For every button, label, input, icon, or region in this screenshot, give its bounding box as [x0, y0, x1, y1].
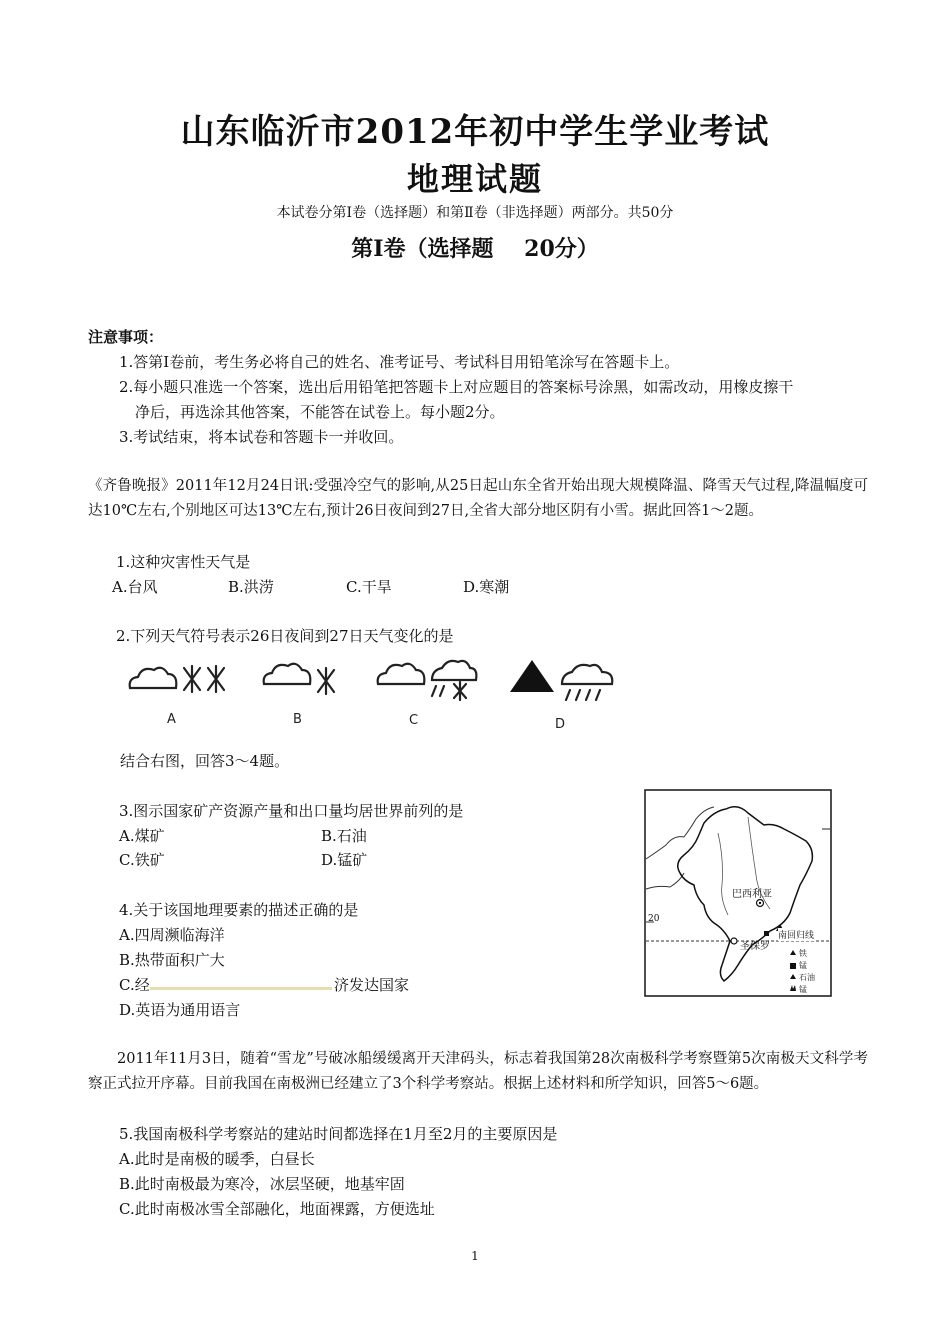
q3-option-c: C.铁矿 — [119, 851, 165, 869]
q3-option-a: A.煤矿 — [119, 827, 165, 845]
q5-option-b: B.此时南极最为寒冷，冰层坚硬，地基牢固 — [119, 1175, 405, 1193]
q2-label-a: A — [167, 712, 176, 727]
q2-label-c: C — [409, 713, 419, 728]
tropic-label: 南回归线 — [778, 928, 814, 941]
sleet-cloud-icon — [432, 661, 476, 680]
q2-stem: 2.下列天气符号表示26日夜间到27日天气变化的是 — [116, 627, 454, 645]
q3-option-d: D.锰矿 — [321, 851, 368, 869]
city-label: 圣保罗 — [740, 941, 770, 952]
note-item-3: 3.考试结束，将本试卷和答题卡一并收回。 — [119, 428, 404, 446]
haze-triangle-icon — [510, 660, 554, 692]
q1-option-d: D.寒潮 — [463, 578, 510, 596]
q5-stem: 5.我国南极科学考察站的建站时间都选择在1月至2月的主要原因是 — [119, 1125, 558, 1143]
legend-item-4: 锰 — [799, 985, 807, 994]
q4-stem: 4.关于该国地理要素的描述正确的是 — [119, 901, 359, 919]
q2-label-d: D — [555, 717, 566, 732]
page-number: 1 — [471, 1249, 479, 1263]
q1-option-a: A.台风 — [112, 578, 158, 596]
snowflake-icon — [208, 666, 224, 692]
notes-heading: 注意事项： — [88, 328, 164, 346]
passage-1: 《齐鲁晚报》2011年12月24日讯:受强冷空气的影响,从25日起山东全省开始出现大规模降温、降雪天气过程,降温幅度可达10℃左右,个别地区可达13℃左右,预计26日夜间到27日,全省大部分地区阴有小雪。据此回答1～2题。 — [88, 478, 868, 519]
q2-label-b: B — [293, 712, 302, 727]
brazil-map-figure — [644, 789, 832, 997]
exam-title: 山东临沂市2012年初中学生学业考试 — [180, 112, 770, 152]
q1-stem: 1.这种灾害性天气是 — [116, 553, 251, 571]
exam-subject-title: 地理试题 — [406, 160, 543, 198]
q4-option-c-end: 济发达国家 — [334, 976, 410, 994]
cloud-icon — [264, 664, 311, 684]
city-marker — [731, 938, 737, 944]
snowflake-icon — [318, 668, 334, 694]
legend-item-3: 石油 — [799, 973, 815, 982]
section-title: 第Ⅰ卷（选择题 20分） — [351, 236, 599, 262]
q1-option-b: B.洪涝 — [228, 578, 274, 596]
q4-option-c-start: C.经 — [119, 976, 150, 994]
snowflake-icon — [184, 666, 200, 692]
latitude-label: 20 — [648, 914, 660, 924]
note-item-1: 1.答第Ⅰ卷前，考生务必将自己的姓名、准考证号、考试科目用铅笔涂写在答题卡上。 — [119, 353, 680, 371]
legend-item-1: 铁 — [799, 949, 807, 958]
cloud-icon — [378, 664, 425, 684]
note-item-2-cont: 净后，再选涂其他答案，不能答在试卷上。每小题2分。 — [135, 403, 505, 421]
q3-stem: 3.图示国家矿产资源产量和出口量均居世界前列的是 — [119, 802, 464, 820]
obscured-text-bar — [150, 987, 332, 990]
note-item-2: 2.每小题只准选一个答案，选出后用铅笔把答题卡上对应题目的答案标号涂黑，如需改动，用橡皮擦干 — [119, 378, 794, 396]
passage-2: 2011年11月3日，随着“雪龙”号破冰船缓缓离开天津码头，标志着我国第28次南极科学考察暨第5次南极天文科学考察正式拉开序幕。目前我国在南极洲已经建立了3个科学考察站。根据上述材料和所学知识，回答5～6题。 — [88, 1051, 868, 1092]
q3-option-b: B.石油 — [321, 827, 367, 845]
q4-option-d: D.英语为通用语言 — [119, 1001, 241, 1019]
capital-label: 巴西利亚 — [732, 889, 772, 900]
q4-option-b: B.热带面积广大 — [119, 951, 225, 969]
q5-option-c: C.此时南极冰雪全部融化，地面裸露，方便选址 — [119, 1200, 435, 1218]
q1-option-c: C.干旱 — [346, 578, 392, 596]
map-intro: 结合右图，回答3～4题。 — [120, 752, 290, 770]
q4-option-a: A.四周濒临海洋 — [119, 926, 225, 944]
legend-item-2: 锰 — [799, 961, 807, 970]
q5-option-a: A.此时是南极的暖季，白昼长 — [119, 1150, 315, 1168]
exam-intro: 本试卷分第Ⅰ卷（选择题）和第Ⅱ卷（非选择题）两部分。共50分 — [276, 205, 674, 221]
rain-cloud-icon — [562, 665, 612, 684]
cloud-icon — [130, 668, 177, 688]
